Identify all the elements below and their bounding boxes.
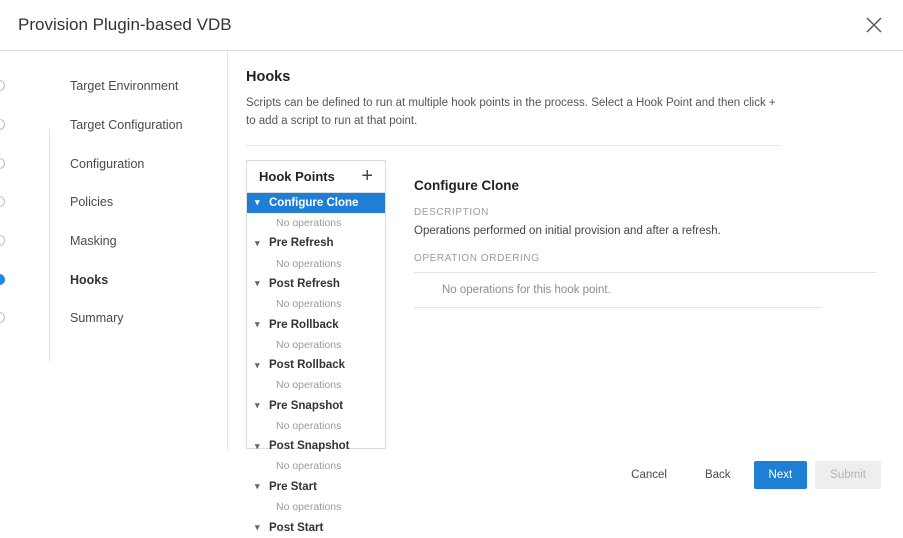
chevron-down-icon: ▾: [255, 400, 260, 411]
sidebar-item-target-environment[interactable]: [0, 67, 227, 106]
hook-point-post-rollback[interactable]: [247, 355, 385, 375]
hook-point-post-refresh[interactable]: [247, 274, 385, 294]
hook-point-label: Pre Start: [269, 480, 317, 493]
hook-point-label: Post Refresh: [269, 277, 340, 290]
step-dot-icon-active: [43, 274, 55, 286]
hook-points-title: Hook Points: [259, 168, 335, 184]
operations-empty-text: No operations for this hook point.: [414, 273, 822, 308]
hook-point-label: Configure Clone: [269, 196, 359, 209]
hook-point-configure-clone[interactable]: [247, 193, 385, 213]
hook-detail-title: Configure Clone: [414, 177, 519, 193]
hook-point-empty-text: No operations: [276, 460, 342, 473]
hook-point-label: Pre Refresh: [269, 237, 334, 250]
add-hook-script-button[interactable]: +: [361, 165, 373, 188]
hook-point-empty-text: No operations: [276, 501, 342, 514]
section-description: Scripts can be defined to run at multiple hook points in the process. Select a Hook Point and then click + to add a script to run at that point.: [246, 95, 781, 146]
hook-point-empty-text: No operations: [276, 419, 342, 432]
close-icon[interactable]: [861, 12, 887, 38]
next-button[interactable]: Next: [754, 461, 808, 489]
chevron-down-icon: ▾: [255, 278, 260, 289]
titlebar: [0, 0, 903, 51]
hook-point-empty-text: No operations: [276, 216, 342, 229]
hook-points-card: [246, 160, 386, 534]
description-label: DESCRIPTION: [414, 206, 489, 218]
hook-point-label: Post Start: [269, 521, 324, 534]
chevron-down-icon: ▾: [255, 481, 260, 492]
hook-point-pre-refresh[interactable]: [247, 233, 385, 253]
step-label: Summary: [70, 311, 124, 326]
step-label: Policies: [70, 195, 114, 210]
step-dot-icon: [43, 80, 55, 92]
chevron-down-icon: ▾: [255, 359, 260, 370]
wizard-stepper: [0, 51, 228, 451]
hook-point-pre-rollback[interactable]: [247, 314, 385, 334]
chevron-down-icon: ▾: [255, 197, 260, 208]
hook-point-empty-text: No operations: [276, 257, 342, 270]
hook-points-header: [247, 161, 385, 193]
hook-point-pre-snapshot[interactable]: [247, 396, 385, 416]
operation-ordering-label: OPERATION ORDERING: [414, 252, 540, 264]
submit-button: Submit: [815, 461, 881, 489]
hook-point-post-start[interactable]: [247, 517, 385, 537]
sidebar-item-policies[interactable]: [0, 183, 227, 222]
step-dot-icon: [43, 312, 55, 324]
hook-detail-pane: [386, 160, 877, 449]
step-label: Target Configuration: [70, 118, 183, 133]
step-dot-icon: [43, 158, 55, 170]
cancel-button[interactable]: Cancel: [616, 461, 682, 489]
back-button[interactable]: Back: [690, 461, 746, 489]
step-label: Target Environment: [70, 79, 179, 94]
step-dot-icon: [43, 196, 55, 208]
step-label: Hooks: [70, 272, 109, 287]
hook-point-label: Pre Rollback: [269, 318, 339, 331]
sidebar-item-target-configuration[interactable]: [0, 106, 227, 145]
sidebar-item-masking[interactable]: [0, 222, 227, 261]
section-heading: Hooks: [246, 69, 291, 85]
chevron-down-icon: ▾: [255, 440, 260, 451]
step-dot-icon: [43, 235, 55, 247]
hook-point-label: Pre Snapshot: [269, 399, 344, 412]
hook-point-empty-text: No operations: [276, 338, 342, 351]
hook-point-label: Post Rollback: [269, 359, 346, 372]
step-dot-icon: [43, 119, 55, 131]
sidebar-item-hooks[interactable]: [0, 260, 227, 299]
hook-point-empty-text: No operations: [276, 298, 342, 311]
page-title: Provision Plugin-based VDB: [18, 15, 232, 34]
chevron-down-icon: ▾: [255, 237, 260, 248]
sidebar-item-summary[interactable]: [0, 299, 227, 338]
chevron-down-icon: ▾: [255, 319, 260, 330]
hook-point-label: Post Snapshot: [269, 440, 350, 453]
hook-points-list[interactable]: [247, 193, 385, 534]
step-label: Masking: [70, 234, 117, 249]
wizard-footer: [0, 450, 903, 500]
chevron-down-icon: ▾: [255, 522, 260, 533]
hook-point-empty-text: No operations: [276, 379, 342, 392]
step-label: Configuration: [70, 156, 145, 171]
sidebar-item-configuration[interactable]: [0, 144, 227, 183]
hook-detail-description: Operations performed on initial provision and after a refresh.: [414, 224, 721, 237]
